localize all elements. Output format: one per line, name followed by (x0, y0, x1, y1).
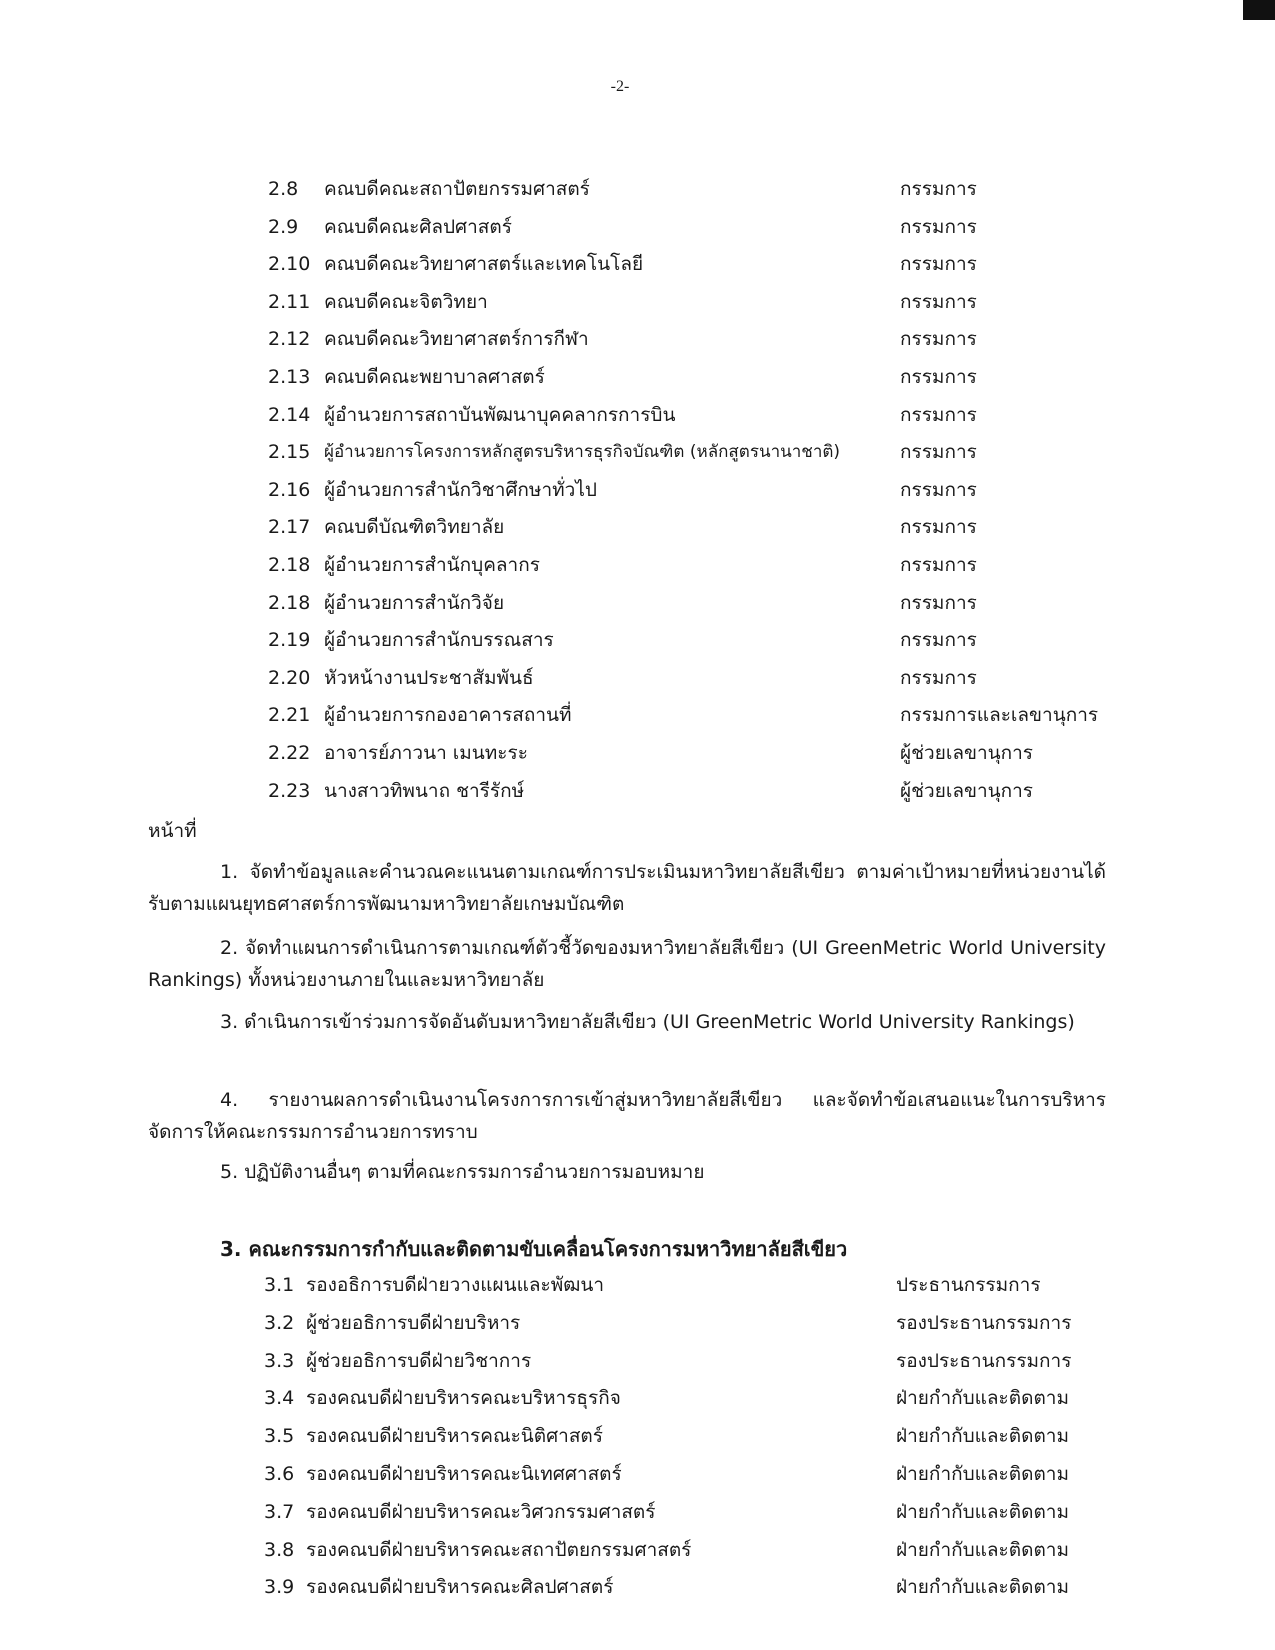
scan-edge-mark (1243, 0, 1275, 20)
member-role: ฝ่ายกำกับและติดตาม (896, 1425, 1069, 1448)
item-number: 3.6 (264, 1463, 295, 1485)
item-number: 3.3 (264, 1349, 295, 1372)
item-number: 2.10 (268, 253, 311, 276)
member-title: รองคณบดีฝ่ายบริหารคณะศิลปศาสตร์ (306, 1576, 614, 1599)
member-title: รองคณบดีฝ่ายบริหารคณะวิศวกรรมศาสตร์ (306, 1500, 656, 1523)
member-title: คณบดีคณะสถาปัตยกรรมศาสตร์ (324, 178, 590, 200)
item-number: 2.11 (268, 290, 311, 313)
duties-heading: หน้าที่ (148, 820, 197, 842)
member-role: ฝ่ายกำกับและติดตาม (896, 1463, 1069, 1485)
member-role: กรรมการ (900, 253, 977, 276)
member-role: ประธานกรรมการ (896, 1274, 1041, 1296)
item-number: 3.9 (264, 1576, 295, 1599)
item-number: 2.12 (268, 328, 311, 351)
item-number: 2.23 (268, 779, 311, 802)
member-role: กรรมการ (900, 516, 977, 539)
page-number: -2- (610, 78, 630, 95)
member-role: กรรมการ (900, 403, 977, 426)
member-title: นางสาวทิพนาถ ชารีรักษ์ (324, 779, 525, 802)
member-role: กรรมการ (900, 666, 977, 689)
member-role: รองประธานกรรมการ (896, 1349, 1072, 1372)
item-number: 3.4 (264, 1387, 295, 1410)
item-number: 2.8 (268, 178, 299, 200)
member-title: ผู้อำนวยการสำนักบุคลากร (324, 554, 540, 576)
member-role: ฝ่ายกำกับและติดตาม (896, 1387, 1069, 1410)
duty-paragraph: 2. จัดทำแผนการดำเนินการตามเกณฑ์ตัวชี้วัดของมหาวิทยาลัยสีเขียว (UI GreenMetric World University Rankings) ทั้งหน่วยงานภายในและมหาวิทยาลัย (148, 937, 1106, 991)
member-role: ผู้ช่วยเลขานุการ (900, 779, 1033, 802)
member-title: ผู้อำนวยการโครงการหลักสูตรบริหารธุรกิจบัณฑิต (หลักสูตรนานาชาติ) (324, 442, 841, 463)
member-title: คณบดีคณะพยาบาลศาสตร์ (324, 366, 545, 388)
member-title: รองอธิการบดีฝ่ายวางแผนและพัฒนา (306, 1274, 605, 1296)
item-number: 2.17 (268, 516, 311, 539)
item-number: 2.18 (268, 554, 311, 576)
member-title: ผู้อำนวยการสถาบันพัฒนาบุคคลากรการบิน (324, 403, 676, 426)
member-role: ผู้ช่วยเลขานุการ (900, 742, 1033, 764)
member-title: รองคณบดีฝ่ายบริหารคณะนิติศาสตร์ (306, 1425, 603, 1448)
item-number: 2.22 (268, 742, 311, 764)
member-title: คณบดีคณะวิทยาศาสตร์และเทคโนโลยี (324, 253, 644, 276)
duty-paragraph: 1. จัดทำข้อมูลและคำนวณคะแนนตามเกณฑ์การประเมินมหาวิทยาลัยสีเขียว ตามค่าเป้าหมายที่หน่วยงานได้รับตามแผนยุทธศาสตร์การพัฒนามหาวิทยาลัยเกษมบัณฑิต (148, 861, 1106, 915)
item-number: 2.18 (268, 591, 311, 614)
item-number: 2.14 (268, 403, 311, 426)
member-title: รองคณบดีฝ่ายบริหารคณะสถาปัตยกรรมศาสตร์ (306, 1538, 692, 1561)
item-number: 2.21 (268, 704, 311, 727)
member-role: กรรมการ (900, 290, 977, 313)
member-role: กรรมการ (900, 178, 977, 200)
duty-paragraph: 5. ปฏิบัติงานอื่นๆ ตามที่คณะกรรมการอำนวยการมอบหมาย (220, 1161, 705, 1183)
member-role: ฝ่ายกำกับและติดตาม (896, 1500, 1069, 1523)
member-role: กรรมการ (900, 366, 977, 388)
member-title: ผู้ช่วยอธิการบดีฝ่ายวิชาการ (306, 1349, 532, 1372)
member-role: กรรมการ (900, 328, 977, 351)
member-title: คณบดีคณะศิลปศาสตร์ (324, 215, 512, 238)
item-number: 2.9 (268, 215, 299, 238)
member-title: ผู้ช่วยอธิการบดีฝ่ายบริหาร (306, 1311, 521, 1334)
member-title: หัวหน้างานประชาสัมพันธ์ (324, 666, 534, 689)
item-number: 2.16 (268, 478, 311, 501)
duty-paragraph: 3. ดำเนินการเข้าร่วมการจัดอันดับมหาวิทยาลัยสีเขียว (UI GreenMetric World University Rankings) (220, 1011, 1075, 1033)
member-title: คณบดีคณะจิตวิทยา (324, 290, 488, 313)
item-number: 3.7 (264, 1500, 295, 1523)
member-title: ผู้อำนวยการสำนักวิจัย (324, 591, 505, 614)
section2-member-list (268, 176, 1128, 816)
member-title: รองคณบดีฝ่ายบริหารคณะบริหารธุรกิจ (306, 1387, 621, 1410)
duty-paragraph: 4. รายงานผลการดำเนินงานโครงการการเข้าสู่มหาวิทยาลัยสีเขียว และจัดทำข้อเสนอแนะในการบริหารจัดการให้คณะกรรมการอำนวยการทราบ (148, 1089, 1106, 1143)
member-role: กรรมการ (900, 554, 977, 576)
item-number: 3.5 (264, 1425, 295, 1448)
member-title: คณบดีบัณฑิตวิทยาลัย (324, 516, 505, 539)
member-title: ผู้อำนวยการกองอาคารสถานที่ (324, 704, 572, 727)
item-number: 3.1 (264, 1274, 295, 1296)
item-number: 2.13 (268, 366, 311, 388)
member-role: กรรมการและเลขานุการ (900, 704, 1099, 727)
member-role: กรรมการ (900, 478, 977, 501)
item-number: 3.8 (264, 1538, 295, 1561)
member-title: อาจารย์ภาวนา เมนทะระ (324, 742, 528, 764)
item-number: 3.2 (264, 1311, 295, 1334)
member-title: ผู้อำนวยการสำนักวิชาศึกษาทั่วไป (324, 478, 597, 501)
member-role: กรรมการ (900, 215, 977, 238)
section3-member-list (264, 1272, 1124, 1612)
member-title: ผู้อำนวยการสำนักบรรณสาร (324, 629, 554, 652)
member-role: รองประธานกรรมการ (896, 1311, 1072, 1334)
member-role: กรรมการ (900, 591, 977, 614)
item-number: 2.19 (268, 629, 311, 652)
item-number: 2.15 (268, 441, 311, 464)
section3-heading: 3. คณะกรรมการกำกับและติดตามขับเคลื่อนโครงการมหาวิทยาลัยสีเขียว (220, 1237, 848, 1261)
item-number: 2.20 (268, 666, 311, 689)
member-role: กรรมการ (900, 441, 977, 464)
member-role: ฝ่ายกำกับและติดตาม (896, 1576, 1069, 1599)
member-role: กรรมการ (900, 629, 977, 652)
member-role: ฝ่ายกำกับและติดตาม (896, 1538, 1069, 1561)
member-title: รองคณบดีฝ่ายบริหารคณะนิเทศศาสตร์ (306, 1463, 622, 1485)
member-title: คณบดีคณะวิทยาศาสตร์การกีฬา (324, 328, 589, 351)
